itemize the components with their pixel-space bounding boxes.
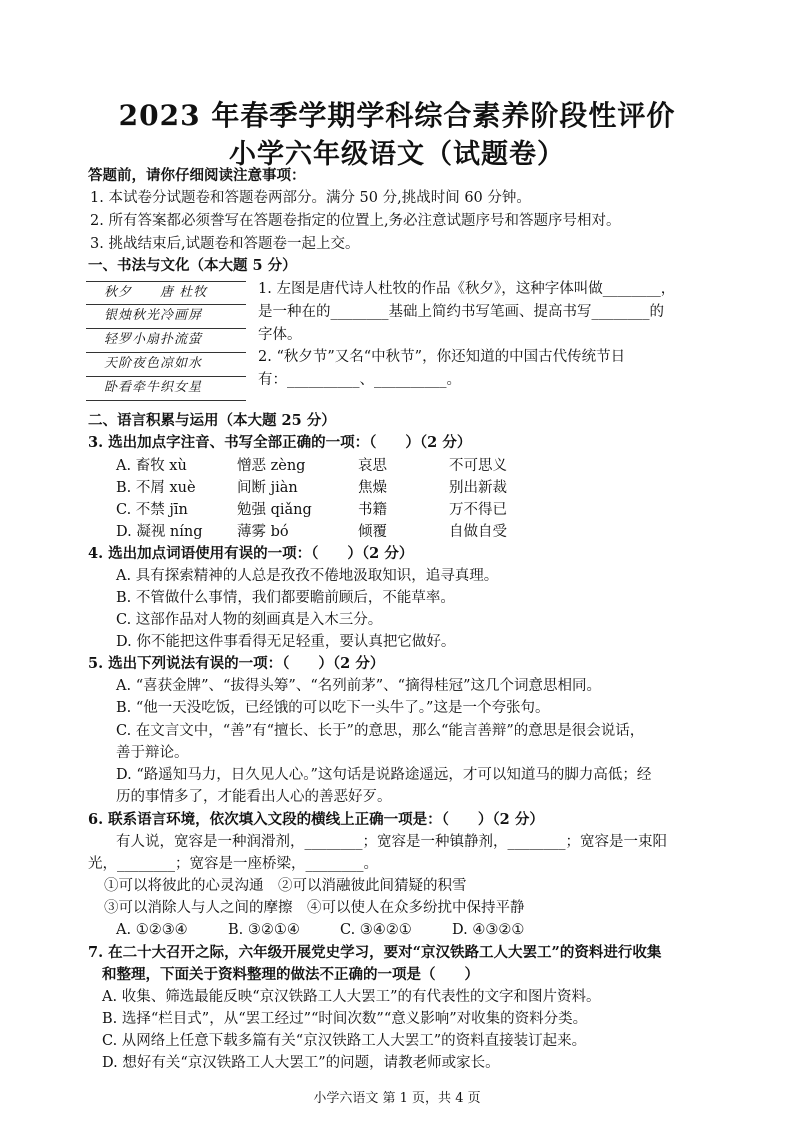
calligraphy-image: [86, 281, 246, 401]
choice-text: ③可以消除人与人之间的摩擦 ④可以使人在众多纷扰中保持平静: [104, 900, 525, 916]
option-word: 哀思: [358, 458, 387, 474]
option-word: 薄雾 bó: [237, 524, 289, 540]
option-text: 历的事情多了，才能看出人心的善恶好歹。: [116, 789, 392, 805]
notice-item: 3. 挑战结束后,试题卷和答题卷一起上交。: [90, 236, 360, 252]
option-word: 万不得已: [449, 502, 507, 518]
option-text: B. ③②①④: [228, 922, 300, 938]
poem-line: 天阶夜色凉如水: [86, 353, 246, 377]
question-stem: 3. 选出加点字注音、书写全部正确的一项：（ ）（2 分）: [88, 434, 472, 451]
option-word: 焦燥: [358, 480, 387, 496]
option-word: 勉强 qiǎng: [237, 502, 312, 518]
option-text: D. “路遥知马力，日久见人心。”这句话是说路途遥远，才可以知道马的脚力高低；经: [116, 767, 652, 783]
option-text: A. “喜获金牌”、“拔得头筹”、“名列前茅”、“摘得桂冠”这几个词意思相同。: [116, 678, 601, 694]
option-text: A. ①②③④: [116, 922, 188, 938]
option-word: 别出新裁: [449, 480, 507, 496]
option-word: D. 凝视 níng: [116, 524, 203, 540]
option-text: B. “他一天没吃饭，已经饿的可以吃下一头牛了。”这是一个夸张句。: [116, 700, 550, 716]
poem-line: 秋夕 唐 杜牧: [86, 281, 246, 305]
option-word: C. 不禁 jīn: [116, 502, 188, 518]
question-stem: 4. 选出加点词语使用有误的一项：（ ）（2 分）: [88, 545, 414, 562]
question-text: 有：__________、__________。: [258, 372, 461, 388]
question-stem: 和整理，下面关于资料整理的做法不正确的一项是（ ）: [102, 966, 479, 983]
option-text: C. 在文言文中，“善”有“擅长、长于”的意思，那么“能言善辩”的意思是很会说话，: [116, 723, 645, 739]
option-text: D. 想好有关“京汉铁路工人大罢工”的问题，请教老师或家长。: [102, 1055, 500, 1071]
question-stem: 7. 在二十大召开之际，六年级开展党史学习，要对“京汉铁路工人大罢工”的资料进行收集: [88, 944, 662, 961]
option-word: A. 畜牧 xù: [116, 458, 187, 474]
option-text: B. 不管做什么事情，我们都要瞻前顾后，不能草率。: [116, 590, 455, 606]
poem-line: 轻罗小扇扑流萤: [86, 329, 246, 353]
option-word: 憎恶 zèng: [237, 458, 306, 474]
poem-line: 银烛秋光冷画屏: [86, 305, 246, 329]
option-word: 书籍: [358, 502, 387, 518]
option-text: 善于辩论。: [116, 745, 189, 761]
option-text: B. 选择“栏目式”，从“罢工经过”“时间次数”“意义影响”对收集的资料分类。: [102, 1011, 588, 1027]
passage-text: 光，________；宽容是一座桥梁，________。: [88, 856, 378, 872]
option-text: C. ③④②①: [340, 922, 412, 938]
question-text: 是一种在的________基础上简约书写笔画、提高书写________的: [258, 304, 664, 320]
option-text: D. ④③②①: [452, 922, 525, 938]
option-text: C. 这部作品对人物的刻画真是入木三分。: [116, 612, 383, 628]
option-word: B. 不屑 xuè: [116, 480, 196, 496]
notice-heading: 答题前，请你仔细阅读注意事项：: [88, 167, 306, 184]
question-text: 2. “秋夕节”又名“中秋节”，你还知道的中国古代传统节日: [258, 349, 626, 365]
page-title: 2023 年春季学期学科综合素养阶段性评价: [118, 99, 676, 132]
section-heading: 一、书法与文化（本大题 5 分）: [88, 257, 297, 274]
notice-item: 2. 所有答案都必须誊写在答题卷指定的位置上,务必注意试题序号和答题序号相对。: [90, 213, 621, 229]
option-word: 倾覆: [358, 524, 387, 540]
poem-line: 卧看牵牛织女星: [86, 377, 246, 401]
section-heading: 二、语言积累与运用（本大题 25 分）: [88, 412, 336, 429]
option-text: C. 从网络上任意下载多篇有关“京汉铁路工人大罢工”的资料直接装订起来。: [102, 1033, 587, 1049]
choice-text: ①可以将彼此的心灵沟通 ②可以消融彼此间猜疑的积雪: [104, 878, 467, 894]
option-text: A. 具有探索精神的人总是孜孜不倦地汲取知识，追寻真理。: [116, 568, 499, 584]
option-text: A. 收集、筛选最能反映“京汉铁路工人大罢工”的有代表性的文字和图片资料。: [102, 989, 601, 1005]
page-footer: 小学六语文 第 1 页，共 4 页: [313, 1091, 481, 1106]
option-word: 不可思义: [449, 458, 507, 474]
question-text: 字体。: [258, 327, 302, 343]
question-stem: 6. 联系语言环境，依次填入文段的横线上正确一项是：（ ）（2 分）: [88, 811, 544, 828]
option-word: 自做自受: [449, 524, 507, 540]
page-subtitle: 小学六年级语文（试题卷）: [229, 139, 565, 170]
passage-text: 有人说，宽容是一种润滑剂，________；宽容是一种镇静剂，________；宽容是一束阳: [116, 834, 667, 850]
option-text: D. 你不能把这件事看得无足轻重，要认真把它做好。: [116, 634, 456, 650]
notice-item: 1. 本试卷分试题卷和答题卷两部分。满分 50 分,挑战时间 60 分钟。: [90, 190, 531, 206]
question-stem: 5. 选出下列说法有误的一项：（ ）（2 分）: [88, 655, 385, 672]
option-word: 间断 jiàn: [237, 480, 298, 496]
question-text: 1. 左图是唐代诗人杜牧的作品《秋夕》，这种字体叫做________，: [258, 281, 676, 297]
